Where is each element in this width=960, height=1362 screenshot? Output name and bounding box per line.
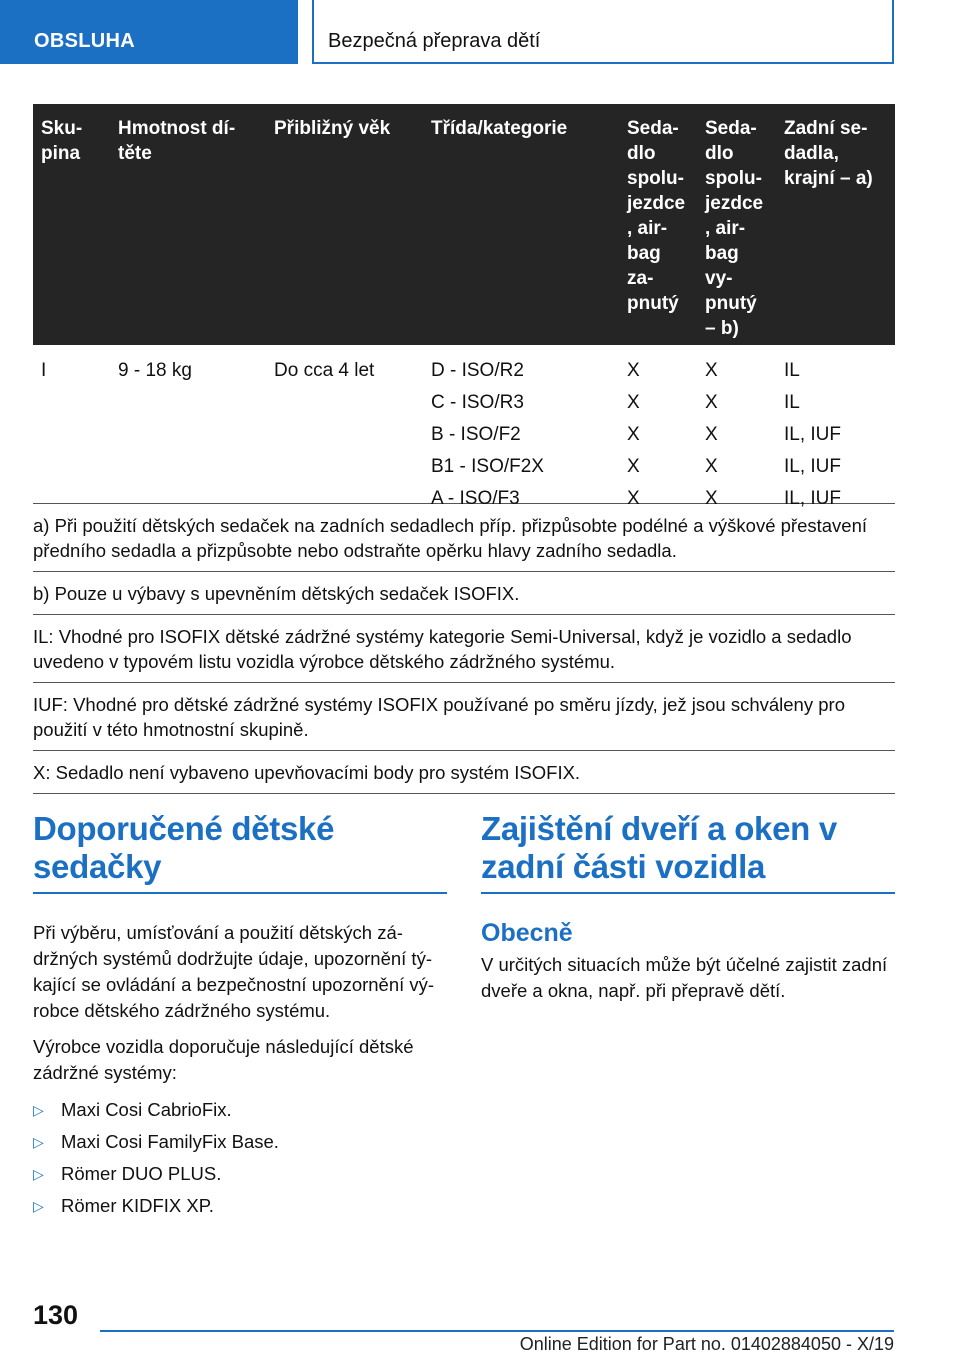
list-item: ▷ Maxi Cosi CabrioFix. — [33, 1094, 447, 1126]
recommended-seats-section — [33, 810, 447, 1222]
isofix-table — [33, 104, 895, 794]
header-title: Bezpečná přeprava dětí — [328, 30, 541, 52]
cell-rear: IL IL IL, IUF IL, IUF IL, IUF — [784, 360, 842, 509]
triangle-bullet-icon: ▷ — [33, 1166, 44, 1182]
header-section-label: OBSLUHA — [34, 30, 135, 52]
header-title-box — [312, 0, 894, 64]
section-heading: Doporučené dětské sedačky — [33, 810, 447, 894]
triangle-bullet-icon: ▷ — [33, 1134, 44, 1150]
paragraph: Při výběru, umísťování a použití dětských zádržných systémů dodržujte údaje, upozornění týkající se ovládání a bezpečnostní upozornění výrobce dětského zádržného systému. — [33, 922, 435, 1021]
rear-locks-section — [481, 810, 895, 1004]
th-group: Sku- pina — [41, 118, 83, 164]
th-age: Přibližný věk — [274, 118, 391, 139]
cell-airbag-off: X X X X X — [705, 360, 718, 509]
list-item: ▷ Römer KIDFIX XP. — [33, 1190, 447, 1222]
seat-list — [33, 1094, 447, 1222]
paragraph: V určitých situacích může být účelné zajistit zadní dveře a okna, např. při přepravě dětí. — [481, 954, 888, 1001]
table-note-x: X: Sedadlo není vybaveno upevňovacími body pro systém ISOFIX. — [33, 751, 895, 794]
cell-group: I — [41, 360, 47, 381]
section-heading: Zajištění dveří a oken v zadní části vozidla — [481, 810, 895, 894]
cell-airbag-on: X X X X X — [627, 360, 640, 509]
list-item: ▷ Maxi Cosi FamilyFix Base. — [33, 1126, 447, 1158]
th-airbag-on: Seda- dlo spolu- jezdce , air- bag za- pnutý — [627, 118, 686, 314]
triangle-bullet-icon: ▷ — [33, 1102, 44, 1118]
table-note-iuf: IUF: Vhodné pro dětské zádržné systémy ISOFIX používané po směru jízdy, jež jsou schváleny pro použití v této hmotnostní skupině. — [33, 683, 895, 751]
footer-edition: Online Edition for Part no. 01402884050 - X/19 — [519, 1334, 894, 1354]
table-note-a: a) Při použití dětských sedaček na zadních sedadlech příp. přizpůsobte podélné a výškové přestavení předního sedadla a přizpůsobte nebo odstraňte opěrku hlavy zadního sedadla. — [33, 504, 895, 572]
subsection-heading: Obecně — [481, 919, 573, 947]
triangle-bullet-icon: ▷ — [33, 1198, 44, 1214]
paragraph: Výrobce vozidla doporučuje následující dětské zádržné systémy: — [33, 1036, 414, 1083]
cell-age: Do cca 4 let — [274, 360, 375, 381]
th-class: Třída/kategorie — [431, 118, 568, 139]
page-number: 130 — [33, 1300, 79, 1330]
table-note-il: IL: Vhodné pro ISOFIX dětské zádržné systémy kategorie Semi-Universal, když je vozidlo a sedadlo uvedeno v typovém listu vozidla výrobce dětského zádržného systému. — [33, 615, 895, 683]
cell-weight: 9 - 18 kg — [118, 360, 192, 381]
th-rear: Zadní se- dadla, krajní – a) — [784, 118, 873, 189]
table-note-b: b) Pouze u výbavy s upevněním dětských sedaček ISOFIX. — [33, 572, 895, 615]
list-item: ▷ Römer DUO PLUS. — [33, 1158, 447, 1190]
th-weight: Hmotnost dí- těte — [118, 118, 236, 164]
cell-classes: D - ISO/R2 C - ISO/R3 B - ISO/F2 B1 - ISO/F2X A - ISO/F3 — [431, 360, 544, 509]
table-row — [33, 345, 895, 509]
table-header-row — [33, 104, 895, 345]
header-section-tab — [0, 0, 298, 64]
footer-divider — [100, 1330, 894, 1332]
th-airbag-off: Seda- dlo spolu- jezdce , air- bag vy- pnutý – b) — [705, 118, 764, 339]
